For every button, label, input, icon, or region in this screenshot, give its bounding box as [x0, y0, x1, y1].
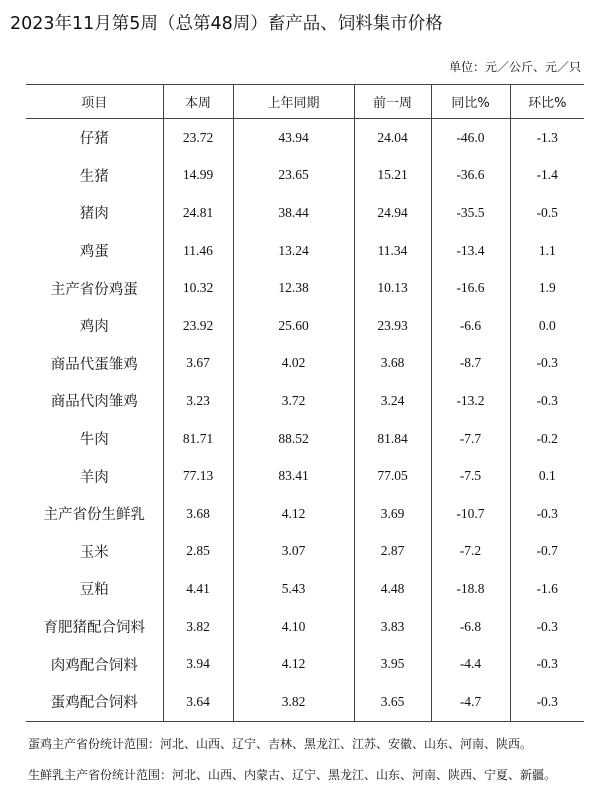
price-table: [26, 84, 584, 722]
cell-prev-week: 11.34: [354, 232, 431, 270]
table-row: [26, 420, 584, 458]
cell-last-year: 4.12: [233, 645, 354, 683]
table-row: [26, 570, 584, 608]
table-row: [26, 307, 584, 345]
cell-prev-week: 3.95: [354, 645, 431, 683]
cell-current-week: 3.64: [163, 683, 233, 721]
cell-last-year: 3.07: [233, 533, 354, 571]
cell-mom: 1.1: [510, 232, 584, 270]
cell-last-year: 25.60: [233, 307, 354, 345]
cell-item-name: 生猪: [26, 157, 163, 195]
cell-item-name: 豆粕: [26, 570, 163, 608]
cell-item-name: 牛肉: [26, 420, 163, 458]
cell-item-name: 猪肉: [26, 194, 163, 232]
table-row: [26, 232, 584, 270]
cell-yoy: -35.5: [431, 194, 510, 232]
header-current-week: 本周: [163, 85, 233, 119]
cell-last-year: 5.43: [233, 570, 354, 608]
cell-item-name: 主产省份生鲜乳: [26, 495, 163, 533]
header-last-year: 上年同期: [233, 85, 354, 119]
cell-prev-week: 3.24: [354, 382, 431, 420]
cell-current-week: 3.82: [163, 608, 233, 646]
cell-yoy: -46.0: [431, 119, 510, 157]
cell-current-week: 4.41: [163, 570, 233, 608]
cell-mom: -0.2: [510, 420, 584, 458]
cell-current-week: 14.99: [163, 157, 233, 195]
table-row: [26, 382, 584, 420]
cell-current-week: 2.85: [163, 533, 233, 571]
cell-current-week: 81.71: [163, 420, 233, 458]
cell-last-year: 4.02: [233, 345, 354, 383]
cell-current-week: 10.32: [163, 269, 233, 307]
table-header-row: [26, 85, 584, 119]
cell-last-year: 4.12: [233, 495, 354, 533]
cell-item-name: 商品代肉雏鸡: [26, 382, 163, 420]
cell-yoy: -8.7: [431, 345, 510, 383]
header-item: 项目: [26, 85, 163, 119]
cell-yoy: -18.8: [431, 570, 510, 608]
cell-last-year: 3.82: [233, 683, 354, 721]
cell-current-week: 11.46: [163, 232, 233, 270]
cell-yoy: -10.7: [431, 495, 510, 533]
cell-item-name: 肉鸡配合饲料: [26, 645, 163, 683]
header-mom: 环比%: [510, 85, 584, 119]
cell-last-year: 13.24: [233, 232, 354, 270]
table-row: [26, 345, 584, 383]
cell-yoy: -4.7: [431, 683, 510, 721]
cell-mom: 0.1: [510, 457, 584, 495]
cell-prev-week: 15.21: [354, 157, 431, 195]
table-row: [26, 269, 584, 307]
cell-mom: 1.9: [510, 269, 584, 307]
cell-current-week: 24.81: [163, 194, 233, 232]
page-title: 2023年11月第5周（总第48周）畜产品、饲料集市价格: [10, 14, 443, 34]
cell-item-name: 仔猪: [26, 119, 163, 157]
table-row: [26, 533, 584, 571]
cell-last-year: 4.10: [233, 608, 354, 646]
cell-prev-week: 4.48: [354, 570, 431, 608]
cell-item-name: 育肥猪配合饲料: [26, 608, 163, 646]
cell-mom: -0.3: [510, 345, 584, 383]
cell-mom: -1.4: [510, 157, 584, 195]
table-row: [26, 495, 584, 533]
table-row: [26, 645, 584, 683]
cell-prev-week: 3.65: [354, 683, 431, 721]
cell-last-year: 3.72: [233, 382, 354, 420]
cell-current-week: 3.23: [163, 382, 233, 420]
cell-mom: -0.5: [510, 194, 584, 232]
cell-prev-week: 10.13: [354, 269, 431, 307]
cell-current-week: 3.67: [163, 345, 233, 383]
cell-current-week: 77.13: [163, 457, 233, 495]
table-row: [26, 608, 584, 646]
egg-provinces-note: 蛋鸡主产省份统计范围：河北、山西、辽宁、吉林、黑龙江、江苏、安徽、山东、河南、陕西。: [28, 737, 533, 751]
milk-provinces-note: 生鲜乳主产省份统计范围：河北、山西、内蒙古、辽宁、黑龙江、山东、河南、陕西、宁夏、新疆。: [28, 768, 557, 782]
cell-last-year: 88.52: [233, 420, 354, 458]
cell-yoy: -16.6: [431, 269, 510, 307]
unit-note: 单位：元／公斤、元／只: [448, 60, 581, 74]
cell-item-name: 主产省份鸡蛋: [26, 269, 163, 307]
header-prev-week: 前一周: [354, 85, 431, 119]
cell-prev-week: 24.94: [354, 194, 431, 232]
cell-mom: -0.3: [510, 608, 584, 646]
table-row: [26, 157, 584, 195]
cell-last-year: 12.38: [233, 269, 354, 307]
cell-prev-week: 23.93: [354, 307, 431, 345]
cell-mom: -1.3: [510, 119, 584, 157]
cell-mom: -0.7: [510, 533, 584, 571]
cell-last-year: 38.44: [233, 194, 354, 232]
cell-yoy: -13.4: [431, 232, 510, 270]
cell-yoy: -7.7: [431, 420, 510, 458]
cell-yoy: -6.8: [431, 608, 510, 646]
cell-yoy: -7.2: [431, 533, 510, 571]
cell-current-week: 23.72: [163, 119, 233, 157]
cell-current-week: 3.94: [163, 645, 233, 683]
cell-yoy: -7.5: [431, 457, 510, 495]
cell-mom: -0.3: [510, 683, 584, 721]
cell-current-week: 3.68: [163, 495, 233, 533]
cell-last-year: 83.41: [233, 457, 354, 495]
cell-mom: -0.3: [510, 645, 584, 683]
table-row: [26, 194, 584, 232]
cell-yoy: -6.6: [431, 307, 510, 345]
cell-prev-week: 81.84: [354, 420, 431, 458]
cell-yoy: -13.2: [431, 382, 510, 420]
cell-last-year: 43.94: [233, 119, 354, 157]
cell-prev-week: 3.69: [354, 495, 431, 533]
cell-item-name: 商品代蛋雏鸡: [26, 345, 163, 383]
cell-prev-week: 3.83: [354, 608, 431, 646]
cell-item-name: 蛋鸡配合饲料: [26, 683, 163, 721]
cell-prev-week: 2.87: [354, 533, 431, 571]
cell-last-year: 23.65: [233, 157, 354, 195]
cell-item-name: 鸡肉: [26, 307, 163, 345]
cell-mom: -0.3: [510, 382, 584, 420]
cell-yoy: -36.6: [431, 157, 510, 195]
cell-mom: 0.0: [510, 307, 584, 345]
cell-item-name: 玉米: [26, 533, 163, 571]
table-row: [26, 457, 584, 495]
cell-current-week: 23.92: [163, 307, 233, 345]
table-body: [26, 119, 584, 722]
table-row: [26, 683, 584, 721]
cell-prev-week: 24.04: [354, 119, 431, 157]
cell-prev-week: 3.68: [354, 345, 431, 383]
table-row: [26, 119, 584, 157]
cell-item-name: 羊肉: [26, 457, 163, 495]
cell-mom: -0.3: [510, 495, 584, 533]
cell-item-name: 鸡蛋: [26, 232, 163, 270]
cell-mom: -1.6: [510, 570, 584, 608]
cell-yoy: -4.4: [431, 645, 510, 683]
cell-prev-week: 77.05: [354, 457, 431, 495]
header-yoy: 同比%: [431, 85, 510, 119]
